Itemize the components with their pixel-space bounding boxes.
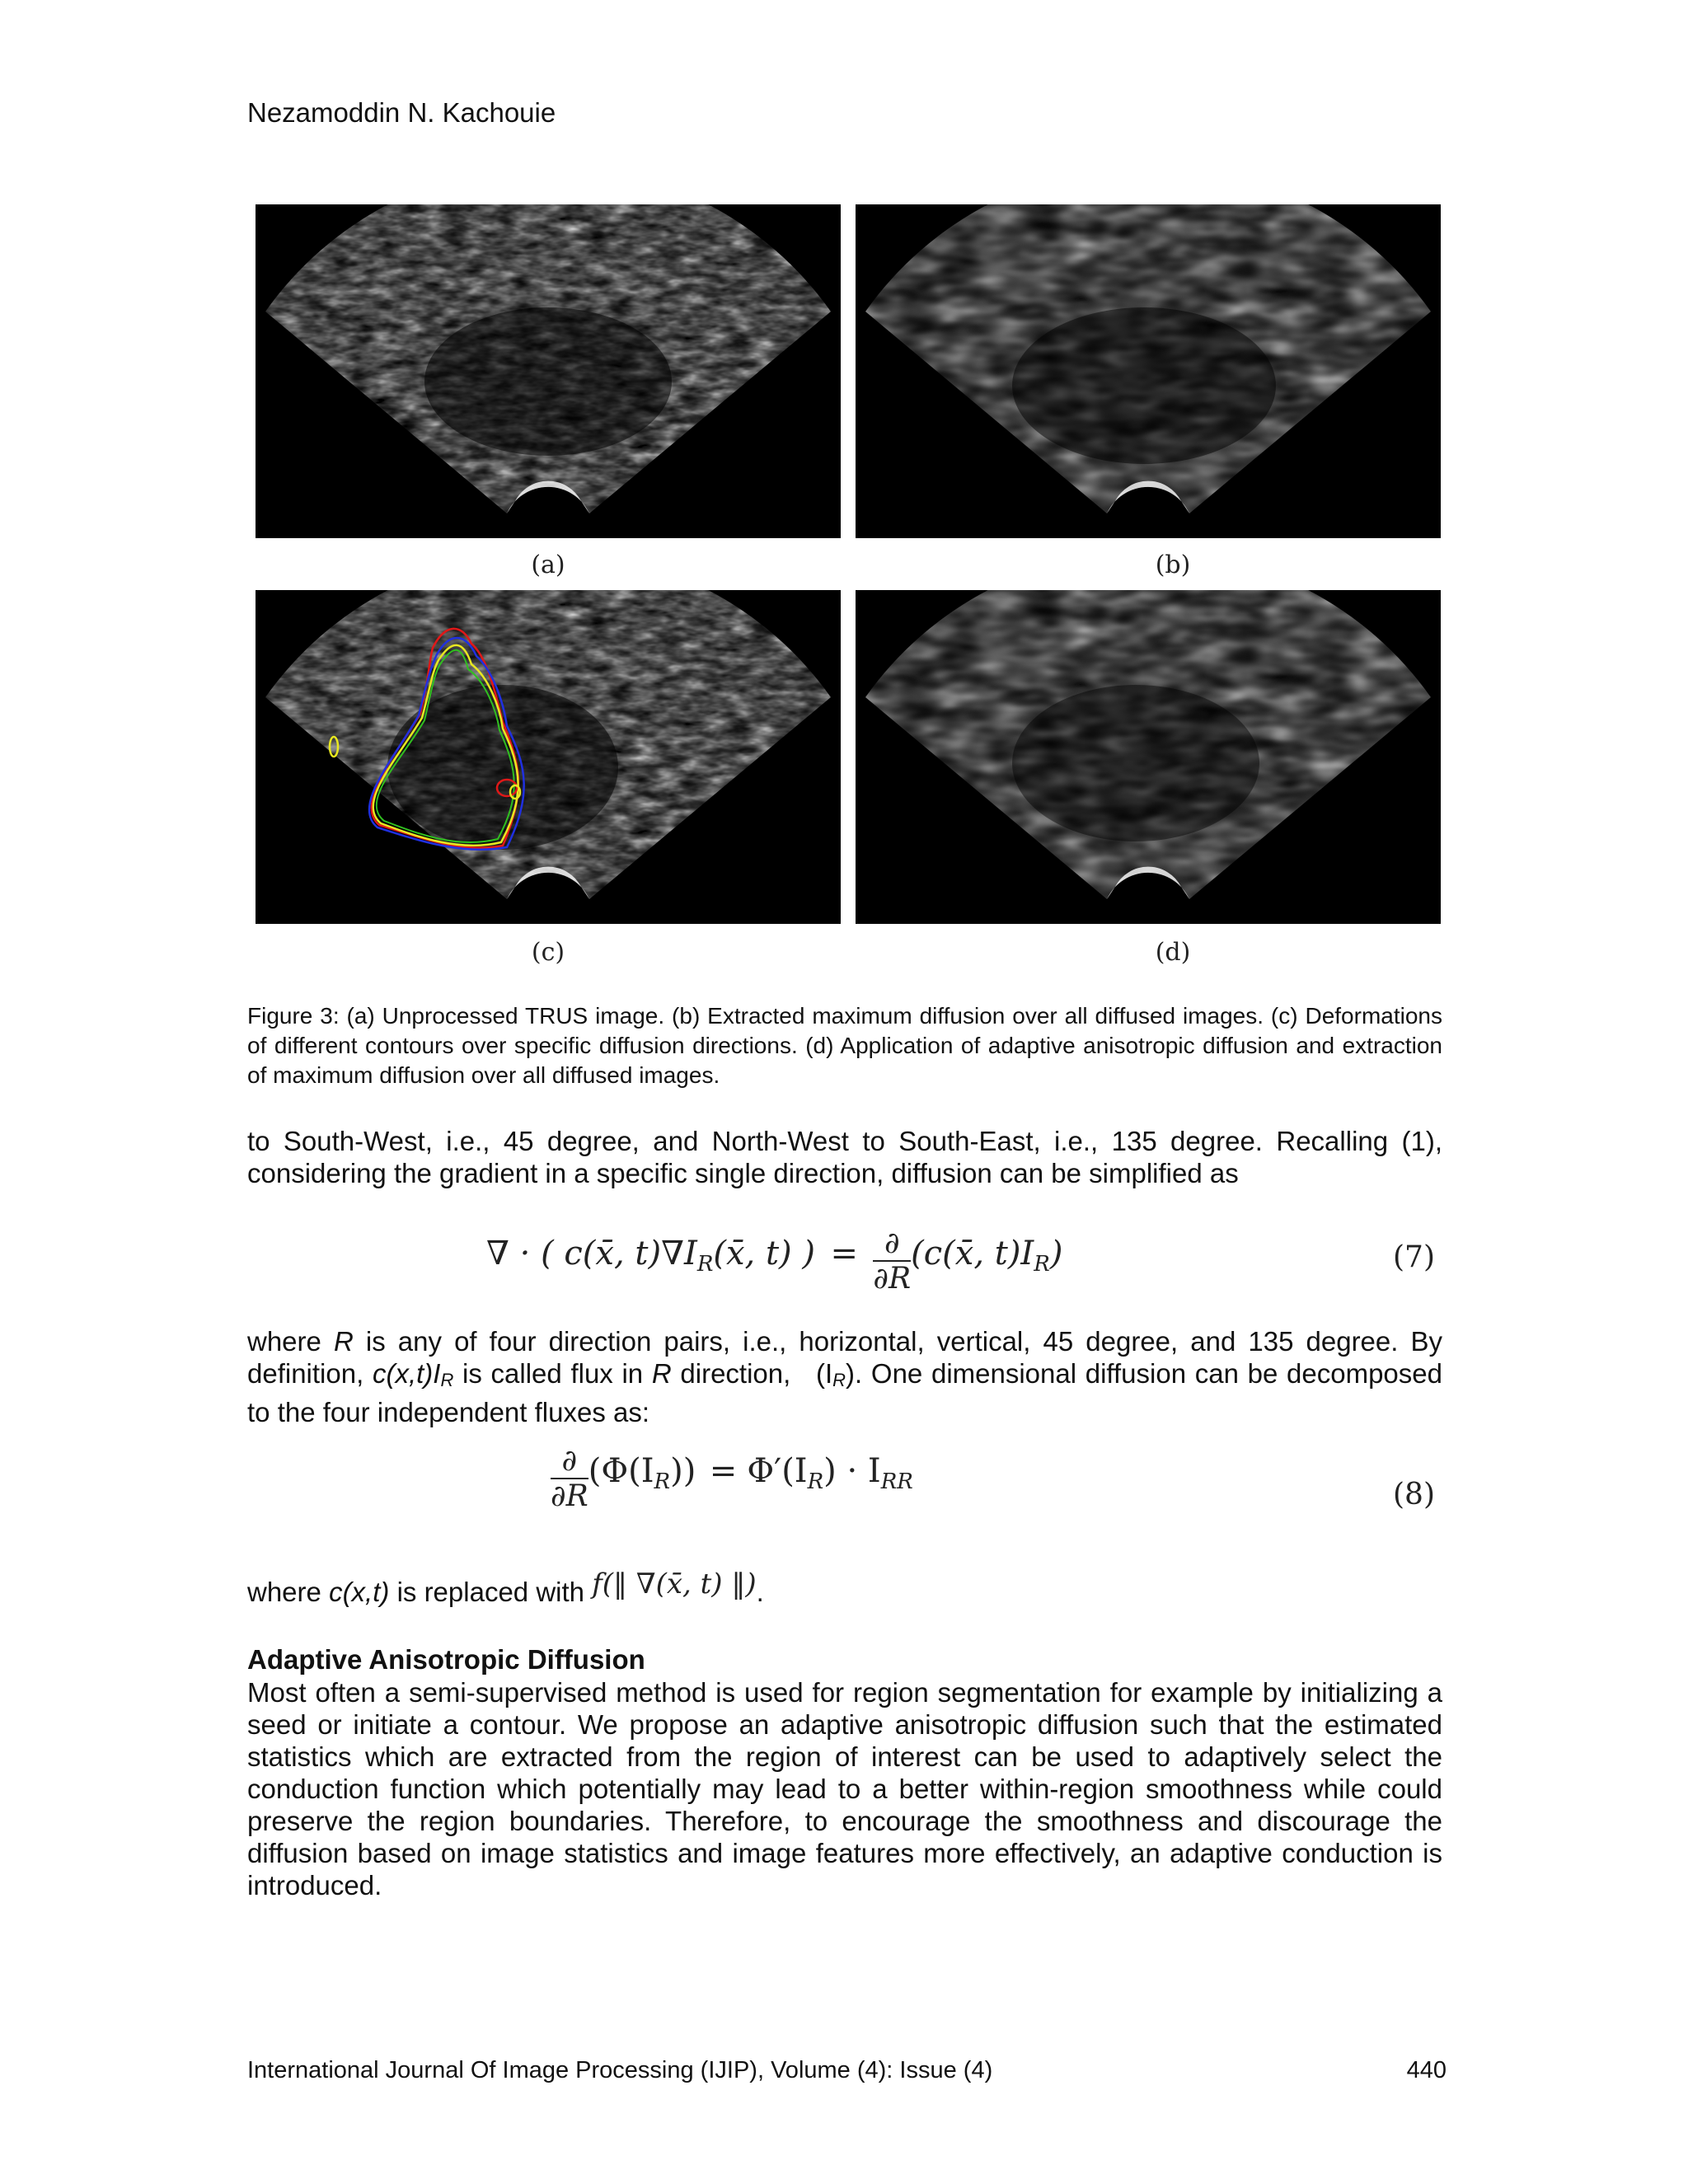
p2-text-e: One dimensional diffusion can be decomposed to the four independent fluxes as: bbox=[247, 1358, 1442, 1427]
p2-text-a: where bbox=[247, 1326, 321, 1357]
figure-panel-d bbox=[856, 590, 1441, 924]
p2-text-b: is any of four direction pairs, i.e., horizontal, vertical, 45 degree, and 135 degree. By definition, bbox=[247, 1326, 1443, 1389]
eq7-lhs: ∇ · ( c(x̄, t)∇I bbox=[486, 1235, 697, 1273]
eq8-equals: = bbox=[709, 1452, 738, 1491]
footer-journal: International Journal Of Image Processing (IJIP), Volume (4): Issue (4) bbox=[247, 2057, 993, 2083]
p3-c: c(x,t) bbox=[329, 1577, 390, 1607]
figure-panel-d-label: (d) bbox=[1155, 938, 1191, 967]
footer-page-number: 440 bbox=[1406, 2057, 1447, 2083]
figure-panel-b-label: (b) bbox=[1155, 551, 1191, 579]
p2-text-d: direction, bbox=[680, 1358, 791, 1389]
p2-IR: (I bbox=[815, 1358, 833, 1389]
eq8-rhs-mid: ) · I bbox=[823, 1452, 881, 1491]
eq7-lhs-sub: R bbox=[696, 1252, 714, 1277]
ultrasound-image-a bbox=[256, 204, 841, 538]
p3-text-b: is replaced with bbox=[396, 1577, 585, 1607]
p3-text-a: where bbox=[247, 1577, 321, 1607]
p2-R2: R bbox=[651, 1358, 672, 1389]
paragraph-4: Most often a semi-supervised method is used for region segmentation for example by initializing a seed or initiate a contour. We propose an adaptive anisotropic diffusion such that the estimated statistics which are extracted from the region of interest can be used to adaptively select the conduction function which potentially may lead to a better within-region smoothness while could preserve the region boundaries. Therefore, to encourage the smoothness and discourage the diffusion based on image statistics and image features more effectively, an adaptive conduction is introduced. bbox=[247, 1677, 1442, 1900]
figure-panel-a bbox=[256, 204, 841, 538]
ultrasound-image-d bbox=[856, 590, 1441, 924]
eq8-rhs-sub: R bbox=[807, 1469, 824, 1495]
figure-panel-a-label: (a) bbox=[531, 551, 565, 579]
eq7-number: (7) bbox=[1393, 1240, 1435, 1274]
ultrasound-image-b bbox=[856, 204, 1441, 538]
figure-panel-c bbox=[256, 590, 841, 924]
p2-flux: c(x,t)I bbox=[372, 1358, 441, 1389]
eq7-frac-num: ∂ bbox=[873, 1226, 911, 1262]
running-header-author: Nezamoddin N. Kachouie bbox=[247, 97, 556, 128]
p2-R: R bbox=[333, 1326, 354, 1357]
p2-flux-sub: R bbox=[440, 1370, 454, 1390]
eq8-frac-num: ∂ bbox=[551, 1444, 588, 1479]
eq7-frac-den: ∂R bbox=[873, 1262, 912, 1296]
p2-IR-close: ). bbox=[846, 1358, 863, 1389]
p2-text-c: is called flux in bbox=[462, 1358, 644, 1389]
eq8-number: (8) bbox=[1393, 1478, 1435, 1511]
eq7-rhs-tail: ) bbox=[1049, 1235, 1063, 1273]
eq7-fraction bbox=[873, 1226, 911, 1296]
eq8-lhs: (Φ(I bbox=[588, 1452, 654, 1491]
ultrasound-image-c bbox=[256, 590, 841, 924]
section-heading: Adaptive Anisotropic Diffusion bbox=[247, 1644, 645, 1675]
p2-IR-sub: R bbox=[832, 1370, 846, 1390]
eq7-equals: = bbox=[830, 1235, 858, 1273]
figure-panel-b bbox=[856, 204, 1441, 538]
paragraph-1: to South-West, i.e., 45 degree, and North-West to South-East, i.e., 135 degree. Recalling (1), considering the gradient in a specific single direction, diffusion can be simplified as bbox=[247, 1126, 1442, 1188]
eq7-rhs-sub: R bbox=[1034, 1252, 1050, 1277]
figure-panel-c-label: (c) bbox=[531, 938, 565, 967]
eq7-lhs-tail: (x̄, t) ) bbox=[713, 1235, 815, 1273]
eq8-fraction bbox=[551, 1444, 588, 1513]
eq8-rhs-sub2: RR bbox=[880, 1469, 913, 1495]
eq8-frac-den: ∂R bbox=[551, 1479, 588, 1513]
eq8-lhs-sub: R bbox=[654, 1469, 671, 1495]
figure-caption: Figure 3: (a) Unprocessed TRUS image. (b) Extracted maximum diffusion over all diffused images. (c) Deformations of different contours over specific diffusion directions. (d) Application of adaptive anisotropic diffusion and extraction of maximum diffusion over all diffused images. bbox=[247, 1003, 1442, 1088]
eq7-rhs: (c(x̄, t)I bbox=[911, 1235, 1034, 1273]
paragraph-3 bbox=[247, 1568, 1442, 1609]
equation-8 bbox=[551, 1444, 913, 1513]
equation-7 bbox=[486, 1226, 1062, 1296]
paragraph-2 bbox=[247, 1325, 1442, 1428]
p3-end: . bbox=[756, 1577, 764, 1607]
eq8-rhs: Φ′(I bbox=[747, 1452, 808, 1491]
eq8-lhs-tail: )) bbox=[670, 1452, 696, 1491]
p3-expression: f(‖ ∇(x̄, t) ‖) bbox=[592, 1568, 757, 1601]
